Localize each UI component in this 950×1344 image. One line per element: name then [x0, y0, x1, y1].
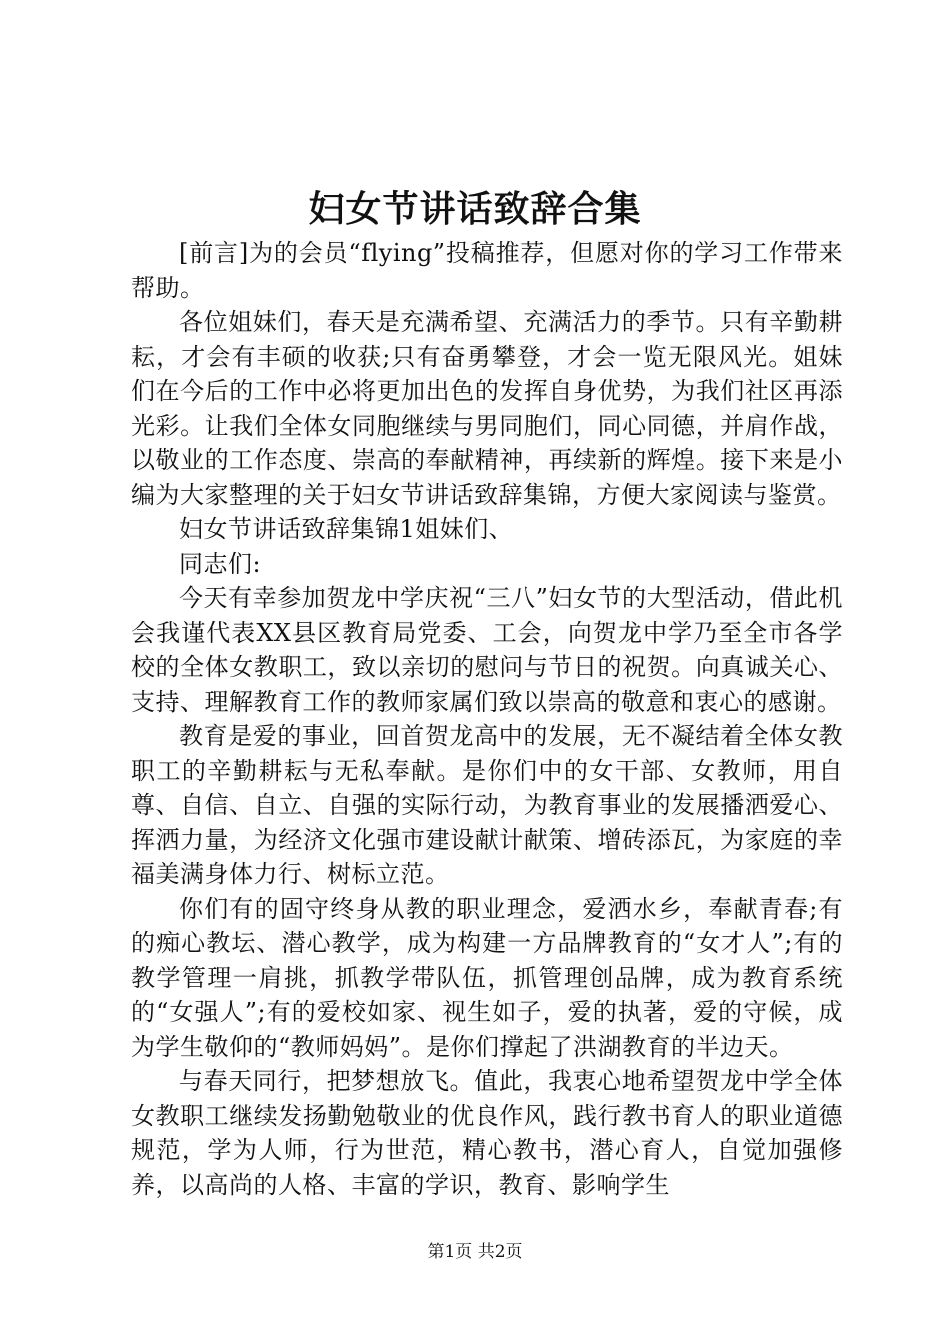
paragraph-roles: 你们有的固守终身从教的职业理念，爱洒水乡，奉献青春;有的痴心教坛、潜心教学，成为构建一方品牌教育的“女才人”;有的教学管理一肩挑，抓教学带队伍，抓管理创品牌，成为教育系统的“女强人”;有的爱校如家、视生如子，爱的执著，爱的守候，成为学生敬仰的“教师妈妈”。是你们撑起了洪湖教育的半边天。 [131, 894, 843, 1061]
paragraph-education: 教育是爱的事业，回首贺龙高中的发展，无不凝结着全体女教职工的辛勤耕耘与无私奉献。是你们中的女干部、女教师，用自尊、自信、自立、自强的实际行动，为教育事业的发展播洒爱心、挥洒力量，为经济文化强市建设献计献策、增砖添瓦，为家庭的幸福美满身体力行、树标立范。 [131, 722, 843, 888]
page-number-footer: 第1页 共2页 [427, 1242, 523, 1262]
paragraph-greeting: 今天有幸参加贺龙中学庆祝“三八”妇女节的大型活动，借此机会我谨代表XX县区教育局党委、工会，向贺龙中学乃至全市各学校的全体女教职工，致以亲切的慰问与节日的祝贺。向真诚关心、支持、理解教育工作的教师家属们致以崇高的敬意和衷心的感谢。 [131, 584, 843, 716]
paragraph-preface: [前言]为的会员“flying”投稿推荐，但愿对你的学习工作带来帮助。 [131, 239, 843, 302]
document-body [131, 236, 843, 1202]
document-title: 妇女节讲话致辞合集 [308, 188, 642, 230]
paragraph-salutation: 同志们: [179, 549, 262, 578]
paragraph-heading-1: 妇女节讲话致辞集锦1姐妹们、 [179, 515, 514, 543]
paragraph-intro: 各位姐妹们，春天是充满希望、充满活力的季节。只有辛勤耕耘，才会有丰硕的收获;只有奋勇攀登，才会一览无限风光。姐妹们在今后的工作中必将更加出色的发挥自身优势，为我们社区再添光彩。让我们全体女同胞继续与男同胞们，同心同德，并肩作战，以敬业的工作态度、崇高的奉献精神，再续新的辉煌。接下来是小编为大家整理的关于妇女节讲话致辞集锦，方便大家阅读与鉴赏。 [131, 308, 843, 509]
paragraph-hope: 与春天同行，把梦想放飞。值此，我衷心地希望贺龙中学全体女教职工继续发扬勤勉敬业的优良作风，践行教书育人的职业道德规范，学为人师，行为世范，精心教书，潜心育人，自觉加强修养，以高尚的人格、丰富的学识，教育、影响学生 [131, 1067, 843, 1199]
